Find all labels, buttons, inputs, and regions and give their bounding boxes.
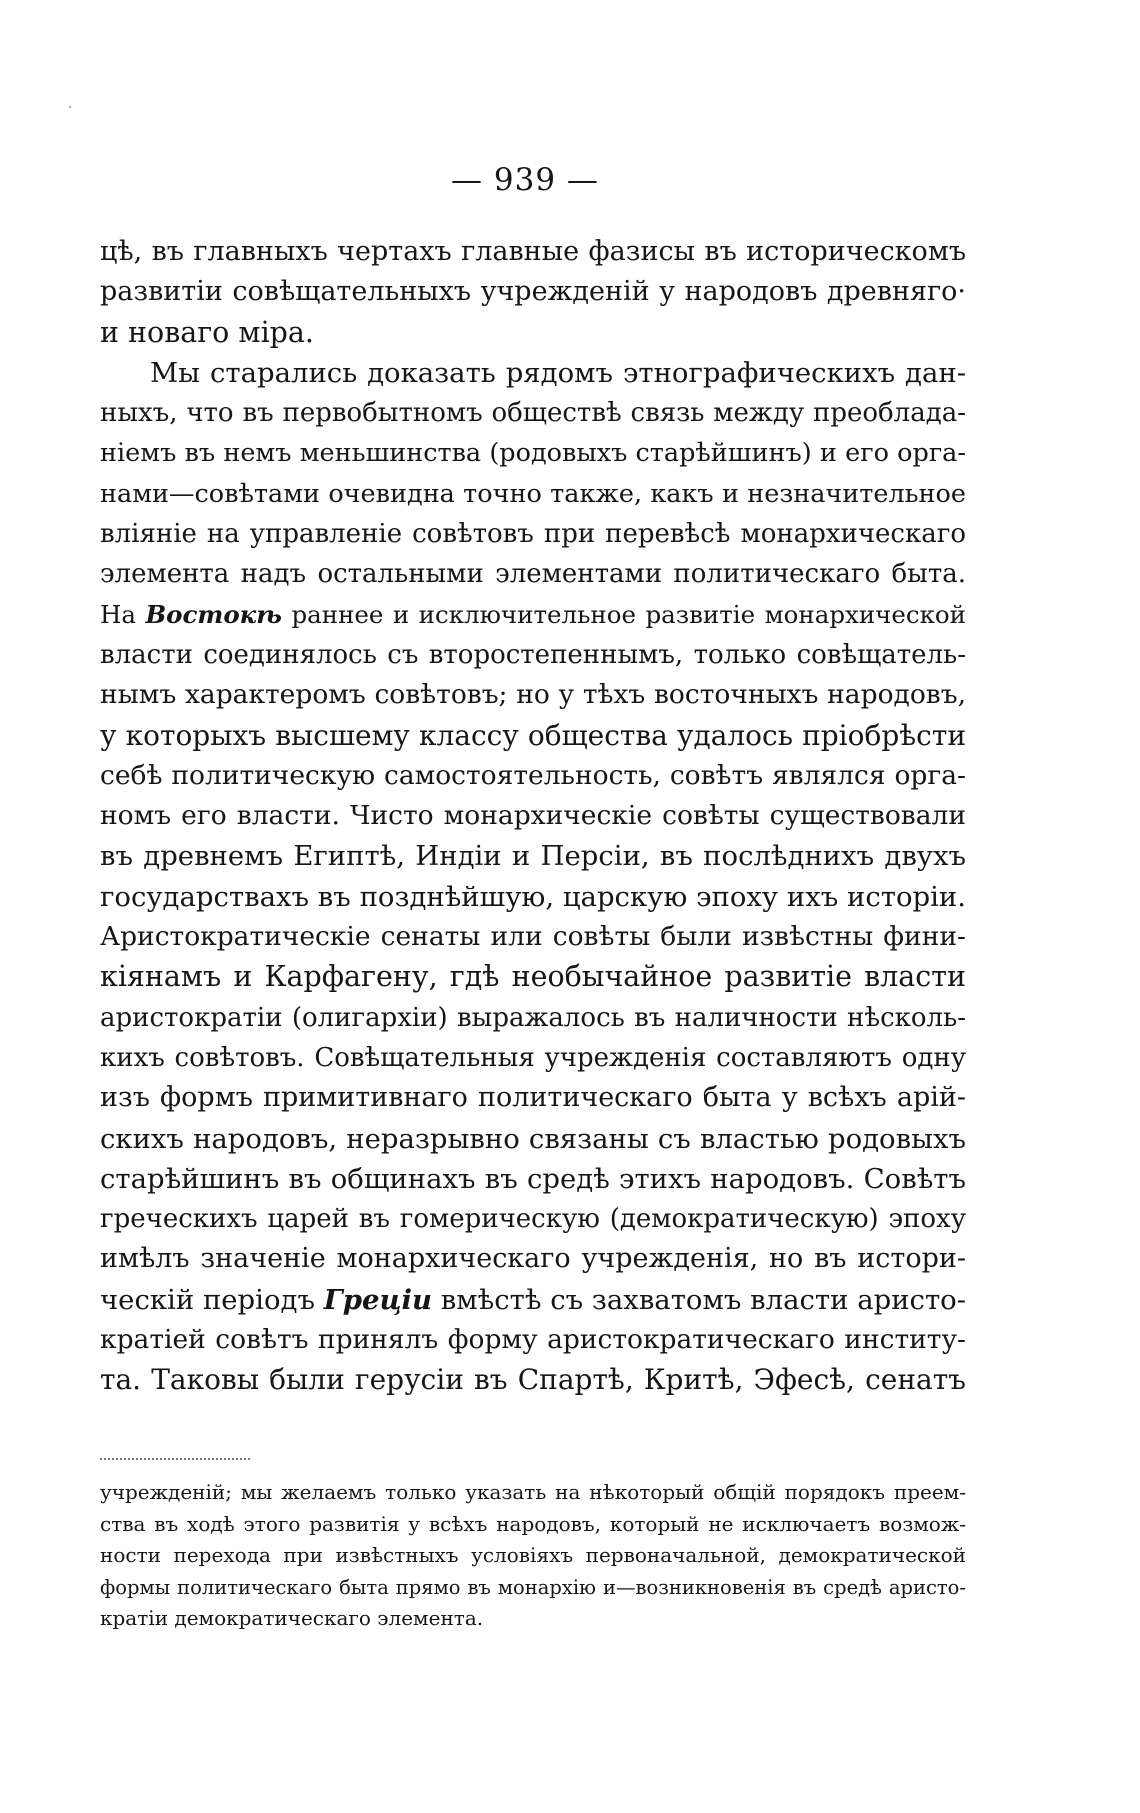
text-line: Аристократическіе сенаты или совѣты были извѣстны фини-: [100, 921, 966, 953]
text-line: кратіей совѣтъ принялъ форму аристократическаго институ-: [100, 1324, 966, 1356]
text-fragment: На: [100, 599, 136, 629]
text-line: ныхъ, что въ первобытномъ обществѣ связь между преоблада-: [100, 398, 966, 429]
text-line: вліяніе на управленіе совѣтовъ при перевѣсѣ монархическаго: [100, 519, 966, 550]
text-line: элемента надъ остальными элементами политическаго быта.: [100, 559, 966, 590]
text-line: имѣлъ значеніе монархическаго учрежденія, но въ истори-: [100, 1243, 966, 1275]
text-line: нымъ характеромъ совѣтовъ; но у тѣхъ восточныхъ народовъ,: [100, 679, 966, 711]
text-fragment: раннее и исключительное развитіе монархической: [291, 599, 966, 629]
text-line: себѣ политическую самостоятельность, совѣтъ являлся орга-: [100, 759, 966, 791]
text-line: аристократіи (олигархіи) выражалось въ наличности нѣсколь-: [100, 1002, 966, 1033]
text-line: у которыхъ высшему классу общества удалось пріобрѣсти: [100, 718, 966, 752]
text-line: [100, 595, 966, 635]
footnote-line: учрежденій; мы желаемъ только указать на нѣкоторый общій порядокъ преем-: [100, 1480, 966, 1504]
footnote: [100, 1477, 966, 1635]
text-line: кіянамъ и Карфагену, гдѣ необычайное развитіе власти: [100, 960, 966, 994]
text-line: цѣ, въ главныхъ чертахъ главные фазисы въ историческомъ: [100, 236, 966, 267]
text-line: власти соединялось съ второстепеннымъ, только совѣщатель-: [100, 639, 966, 670]
text-fragment: вмѣстѣ съ захватомъ власти аристо-: [440, 1283, 967, 1316]
text-line: изъ формъ примитивнаго политическаго быта у всѣхъ арій-: [100, 1082, 966, 1114]
scan-speck: [69, 106, 71, 108]
text-line: развитіи совѣщательныхъ учрежденій у народовъ древняго·: [100, 276, 966, 308]
footnote-line: ства въ ходѣ этого развитія у всѣхъ народовъ, который не исключаетъ возмож-: [100, 1511, 966, 1536]
text-line: нами—совѣтами очевидна точно также, какъ и незначительное: [100, 478, 966, 509]
main-text: [100, 232, 966, 1401]
text-line: [100, 1280, 966, 1320]
text-line: кихъ совѣтовъ. Совѣщательныя учрежденія составляютъ одну: [100, 1042, 966, 1073]
footnote-line: формы политическаго быта прямо въ монархію и—возникновенія въ средѣ аристо-: [100, 1575, 966, 1599]
text-line: старѣйшинъ въ общинахъ въ средѣ этихъ народовъ. Совѣтъ: [100, 1162, 966, 1195]
text-line: ніемъ въ немъ меньшинства (родовыхъ старѣйшинъ) и его орга-: [100, 438, 966, 469]
text-fragment: ческій періодъ: [100, 1283, 315, 1316]
footnote-line: ности перехода при извѣстныхъ условіяхъ первоначальной, демократической: [100, 1543, 966, 1568]
text-line: греческихъ царей въ гомерическую (демократическую) эпоху: [100, 1204, 966, 1235]
text-line: и новаго міра.: [100, 315, 314, 349]
footnote-separator: [100, 1458, 250, 1461]
footnote-line: кратіи демократическаго элемента.: [100, 1606, 484, 1631]
text-line: въ древнемъ Египтѣ, Индіи и Персіи, въ послѣднихъ двухъ: [100, 840, 966, 873]
emphasis-gretsii: Греціи: [323, 1283, 432, 1316]
text-line: та. Таковы были герусіи въ Спартѣ, Критѣ, Эфесѣ, сенатъ: [100, 1363, 966, 1397]
text-line: номъ его власти. Чисто монархическіе совѣты существовали: [100, 800, 966, 832]
text-line: государствахъ въ позднѣйшую, царскую эпоху ихъ исторіи.: [100, 880, 966, 913]
page-number: — 939 —: [451, 162, 599, 198]
text-line: скихъ народовъ, неразрывно связаны съ властью родовыхъ: [100, 1122, 966, 1155]
emphasis-vostok: Востокѣ: [145, 599, 282, 629]
text-line: Мы старались доказать рядомъ этнографическихъ дан-: [150, 356, 966, 389]
